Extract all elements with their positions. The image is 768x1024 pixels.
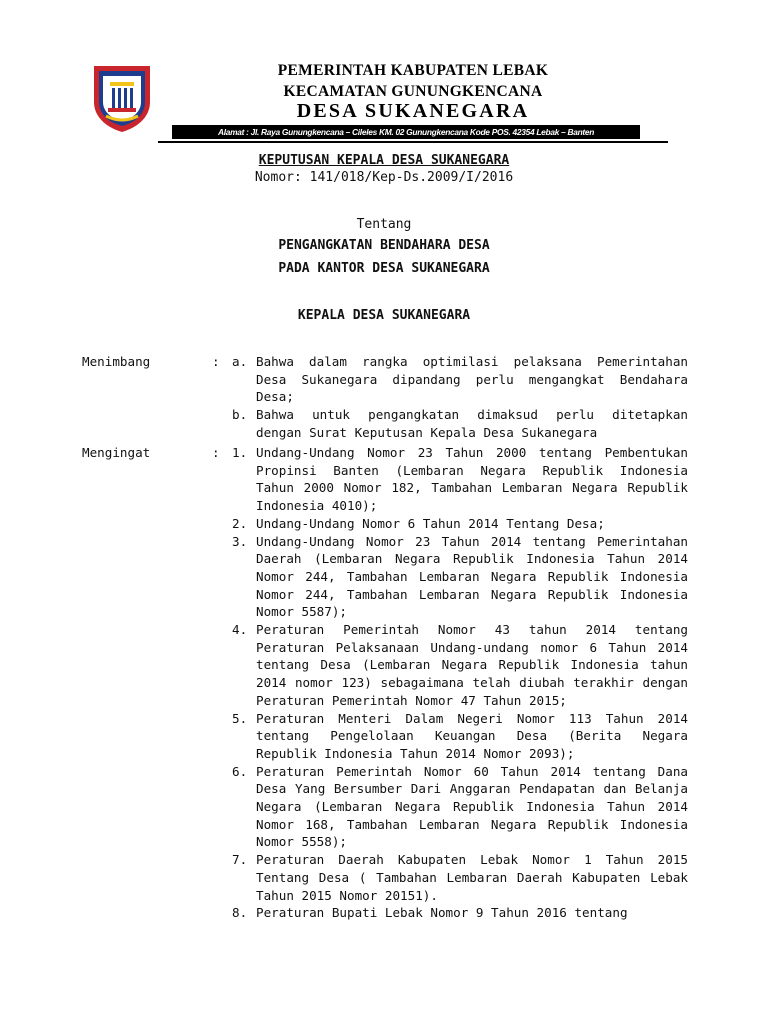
item-text: Peraturan Pemerintah Nomor 60 Tahun 2014 tentang Dana Desa Yang Bersumber Dari Anggaran Pendapatan dan Belanja Negara (Lembaran Negara Republik Indonesia Tahun 2014 Nomor 168, Tambahan Lembaran Negara Republik Indonesia Nomor 5558); (256, 763, 688, 850)
mengingat-item (230, 444, 688, 515)
item-text: Peraturan Menteri Dalam Negeri Nomor 113 Tahun 2014 tentang Pengelolaan Keuangan Desa (Berita Negara Republik Indonesia Tahun 2014 Nomor 2093); (256, 710, 688, 761)
item-text: Undang-Undang Nomor 6 Tahun 2014 Tentang Desa; (256, 515, 605, 531)
mengingat-item (230, 710, 688, 763)
mengingat-item (230, 904, 688, 922)
item-marker: 7. (232, 852, 248, 868)
menimbang-colon: : (212, 354, 220, 369)
letterhead-address: Alamat : Jl. Raya Gunungkencana – Cileles KM. 02 Gunungkencana Kode POS. 42354 Lebak – Banten (172, 125, 640, 139)
item-text: Peraturan Daerah Kabupaten Lebak Nomor 1 Tahun 2015 Tentang Desa ( Tambahan Lembaran Daerah Kabupaten Lebak Tahun 2015 Nomor 20151). (256, 852, 688, 903)
mengingat-item (230, 533, 688, 622)
mengingat-section (82, 444, 688, 922)
item-marker: 6. (232, 763, 248, 779)
letterhead-rule (158, 141, 668, 143)
item-marker: 1. (232, 445, 248, 460)
mengingat-item (230, 515, 688, 533)
letterhead-line-3: DESA SUKANEGARA (296, 100, 530, 122)
item-marker: 2. (232, 515, 248, 531)
item-marker: b. (232, 407, 248, 423)
menimbang-item (230, 406, 688, 441)
regency-crest-icon (90, 62, 154, 134)
decree-title: KEPUTUSAN KEPALA DESA SUKANEGARA (258, 153, 510, 168)
decree-about: Tentang (356, 217, 412, 232)
item-text: Peraturan Bupati Lebak Nomor 9 Tahun 2016 tentang (256, 905, 628, 921)
menimbang-label: Menimbang (82, 354, 151, 369)
item-marker: 4. (232, 622, 248, 638)
item-text: Peraturan Pemerintah Nomor 43 tahun 2014 tentang Peraturan Pelaksanaan Undang-undang nomor 6 Tahun 2014 tentang Desa (Lembaran Negara Republik Indonesia tahun 2014 nomor 123) sebagaimana telah diubah terakhir dengan Peraturan Pemerintah Nomor 47 Tahun 2015; (256, 622, 688, 708)
decree-subject-line-1: PENGANGKATAN BENDAHARA DESA (278, 238, 490, 253)
decree-subject-line-2: PADA KANTOR DESA SUKANEGARA (278, 261, 490, 276)
item-text: Bahwa untuk pengangkatan dimaksud perlu ditetapkan dengan Surat Keputusan Kepala Desa Sukanegara (256, 407, 688, 440)
decree-number: Nomor: 141/018/Kep-Ds.2009/I/2016 (254, 170, 514, 185)
letterhead-line-1: PEMERINTAH KABUPATEN LEBAK (277, 62, 549, 79)
item-text: Undang-Undang Nomor 23 Tahun 2000 tentang Pembentukan Propinsi Banten (Lembaran Negara Republik Indonesia Tahun 2000 Nomor 182, Tambahan Lembaran Negara Republik Indonesia 4010); (256, 445, 688, 514)
mengingat-item (230, 621, 688, 710)
item-marker: a. (232, 354, 248, 369)
item-marker: 8. (232, 905, 248, 921)
item-text: Undang-Undang Nomor 23 Tahun 2014 tentang Pemerintahan Daerah (Lembaran Negara Republik Indonesia Tahun 2014 Nomor 244, Tambahan Lembaran Negara Republik Indonesia Nomor 244, Tambahan Lembaran Negara Republik Indonesia Nomor 5587); (256, 533, 688, 620)
item-marker: 3. (232, 533, 248, 549)
mengingat-item (230, 763, 688, 852)
menimbang-item (230, 353, 688, 406)
item-text: Bahwa dalam rangka optimilasi pelaksana Pemerintahan Desa Sukanegara dipandang perlu mengangkat Bendahara Desa; (256, 354, 688, 405)
decree-issuer: KEPALA DESA SUKANEGARA (297, 308, 471, 323)
mengingat-label: Mengingat (82, 445, 151, 460)
menimbang-section (82, 353, 688, 442)
item-marker: 5. (232, 710, 248, 726)
letterhead-line-2: KECAMATAN GUNUNGKENCANA (283, 83, 543, 100)
mengingat-item (230, 851, 688, 904)
mengingat-colon: : (212, 445, 220, 460)
